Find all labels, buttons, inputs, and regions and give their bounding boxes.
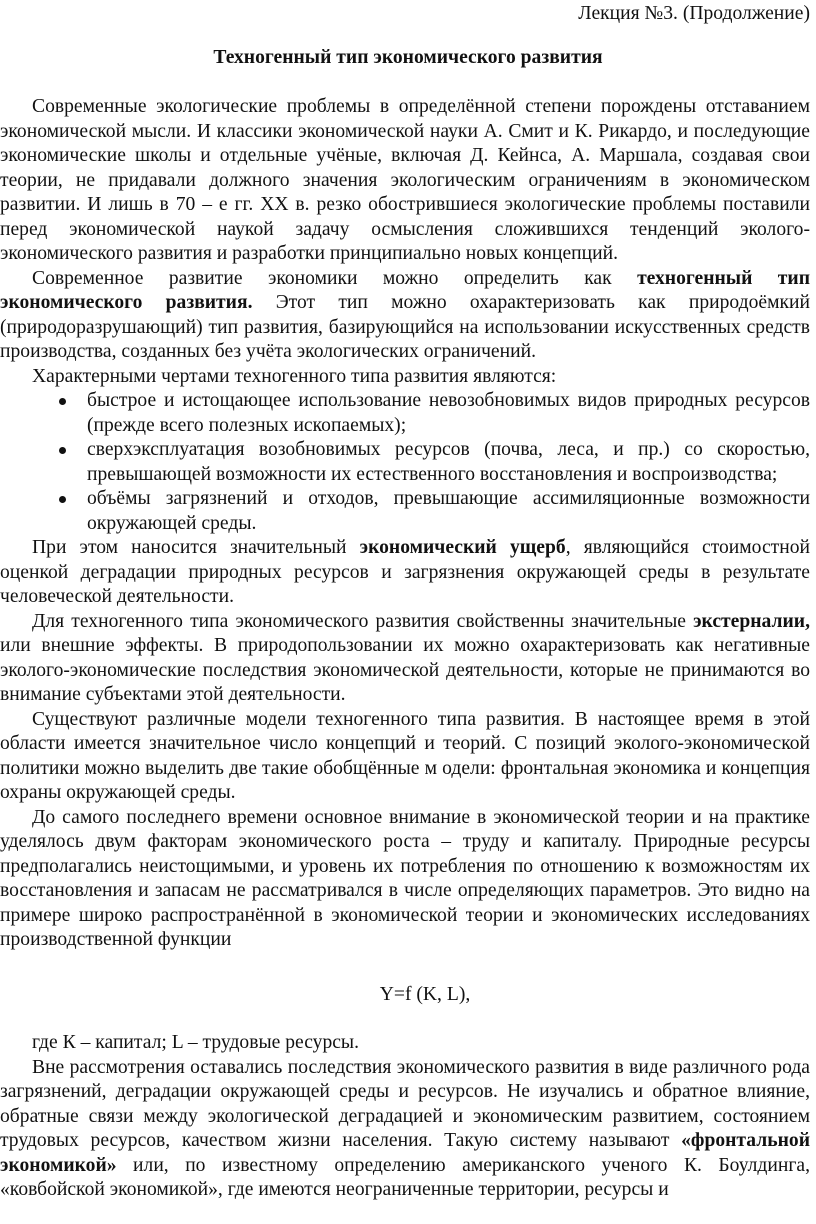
bullet-icon xyxy=(59,398,66,405)
bold-term-technogenic-type: техногенный тип экономического развития. xyxy=(0,267,810,313)
text-segment: При этом наносится значительный xyxy=(32,537,360,558)
production-function-formula: Y=f (K, L), xyxy=(379,983,471,1005)
paragraph-frontier-economy xyxy=(0,1056,810,1203)
paragraph-intro: Современные экологические проблемы в определённой степени порождены отставанием экономической мысли. И классики экономической науки А. Смит и К. Рикардо, и последующие экономические школы и отдельные учёные, включая Д. Кейнса, А. Маршала, создавая свои теории, не придавали должного значения экологическим ограничениям в экономическом развитии. И лишь в 70 – е гг. XX в. резко обострившиеся экологические проблемы поставили перед экономической наукой задачу осмысления сложившихся тенденций эколого-экономического развития и разработки принципиально новых концепций. xyxy=(0,96,810,264)
paragraph-models: Существуют различные модели техногенного типа развития. В настоящее время в этой области имеется значительное число концепций и теорий. С позиций эколого-экономической политики можно выделить две такие обобщённые м одели: фронтальная экономика и концепция охраны окружающей среды. xyxy=(0,708,810,803)
bullet-icon xyxy=(59,496,66,503)
paragraph-technogenic-definition xyxy=(0,267,810,365)
text-segment: или внешние эффекты. В природопользовании их можно охарактеризовать как негативные эколого-экономические последствия экономической деятельности, которые не принимаются во внимание субъектами этой деятельности. xyxy=(0,635,810,705)
lecture-header: Лекция №3. (Продолжение) xyxy=(578,3,810,24)
bullet-icon xyxy=(59,447,66,454)
paragraph-production-factors: До самого последнего времени основное внимание в экономической теории и на практике уделялось двум факторам экономического роста – труду и капиталу. Природные ресурсы предполагались неистощимыми, и уровень их потребления по отношению к возможностям их восстановления и запасам не рассматривался в числе определяющих параметров. Это видно на примере широко распространённой в экономической теории и экономических исследованиях производственной функции xyxy=(0,806,810,950)
page-title: Техногенный тип экономического развития xyxy=(213,47,603,68)
features-list xyxy=(0,389,810,536)
list-item xyxy=(0,487,810,536)
paragraph-features-lead: Характерными чертами техногенного типа развития являются: xyxy=(32,365,557,387)
list-item-text: сверхэксплуатация возобновимых ресурсов (почва, леса, и пр.) со скоростью, превышающей возможности их естественного восстановления и воспроизводства; xyxy=(87,439,810,485)
paragraph-economic-damage xyxy=(0,536,810,610)
text-segment: Современное развитие экономики можно определить как xyxy=(32,267,638,289)
text-segment: или, по известному определению американского ученого К. Боулдинга, «ковбойской экономикой», где имеются неограниченные территории, ресурсы и xyxy=(0,1154,810,1200)
text-segment: Для техногенного типа экономического развития свойственны значительные xyxy=(32,610,694,632)
document-body xyxy=(0,95,810,1203)
list-item xyxy=(0,389,810,438)
text-segment: , являющийся стоимостной оценкой деградации природных ресурсов и загрязнения окружающей среды в результате человеческой деятельности. xyxy=(0,537,810,607)
list-item-text: быстрое и истощающее использование невозобновимых видов природных ресурсов (прежде всего полезных ископаемых); xyxy=(87,390,810,436)
bold-term-externalities: экстерналии, xyxy=(693,610,810,632)
paragraph-externalities xyxy=(0,610,810,708)
text-segment: Вне рассмотрения оставались последствия экономического развития в виде различного рода загрязнений, деградации окружающей среды и ресурсов. Не изучались и обратное влияние, обратные связи между экологической деградацией и экономическим развитием, состоянием трудовых ресурсов, качеством жизни населения. Такую систему называют xyxy=(0,1056,810,1151)
list-item-text: объёмы загрязнений и отходов, превышающие ассимиляционные возможности окружающей среды. xyxy=(87,488,810,534)
bold-term-frontier-economy: «фронтальной экономикой» xyxy=(0,1130,810,1176)
paragraph-formula-legend: где К – капитал; L – трудовые ресурсы. xyxy=(32,1032,359,1053)
bold-term-economic-damage: экономический ущерб xyxy=(359,537,566,558)
text-segment: Этот тип можно охарактеризовать как природоёмкий (природоразрушающий) тип развития, базирующийся на использовании искусственных средств производства, созданных без учёта экологических ограничений. xyxy=(0,292,810,362)
list-item xyxy=(0,438,810,487)
